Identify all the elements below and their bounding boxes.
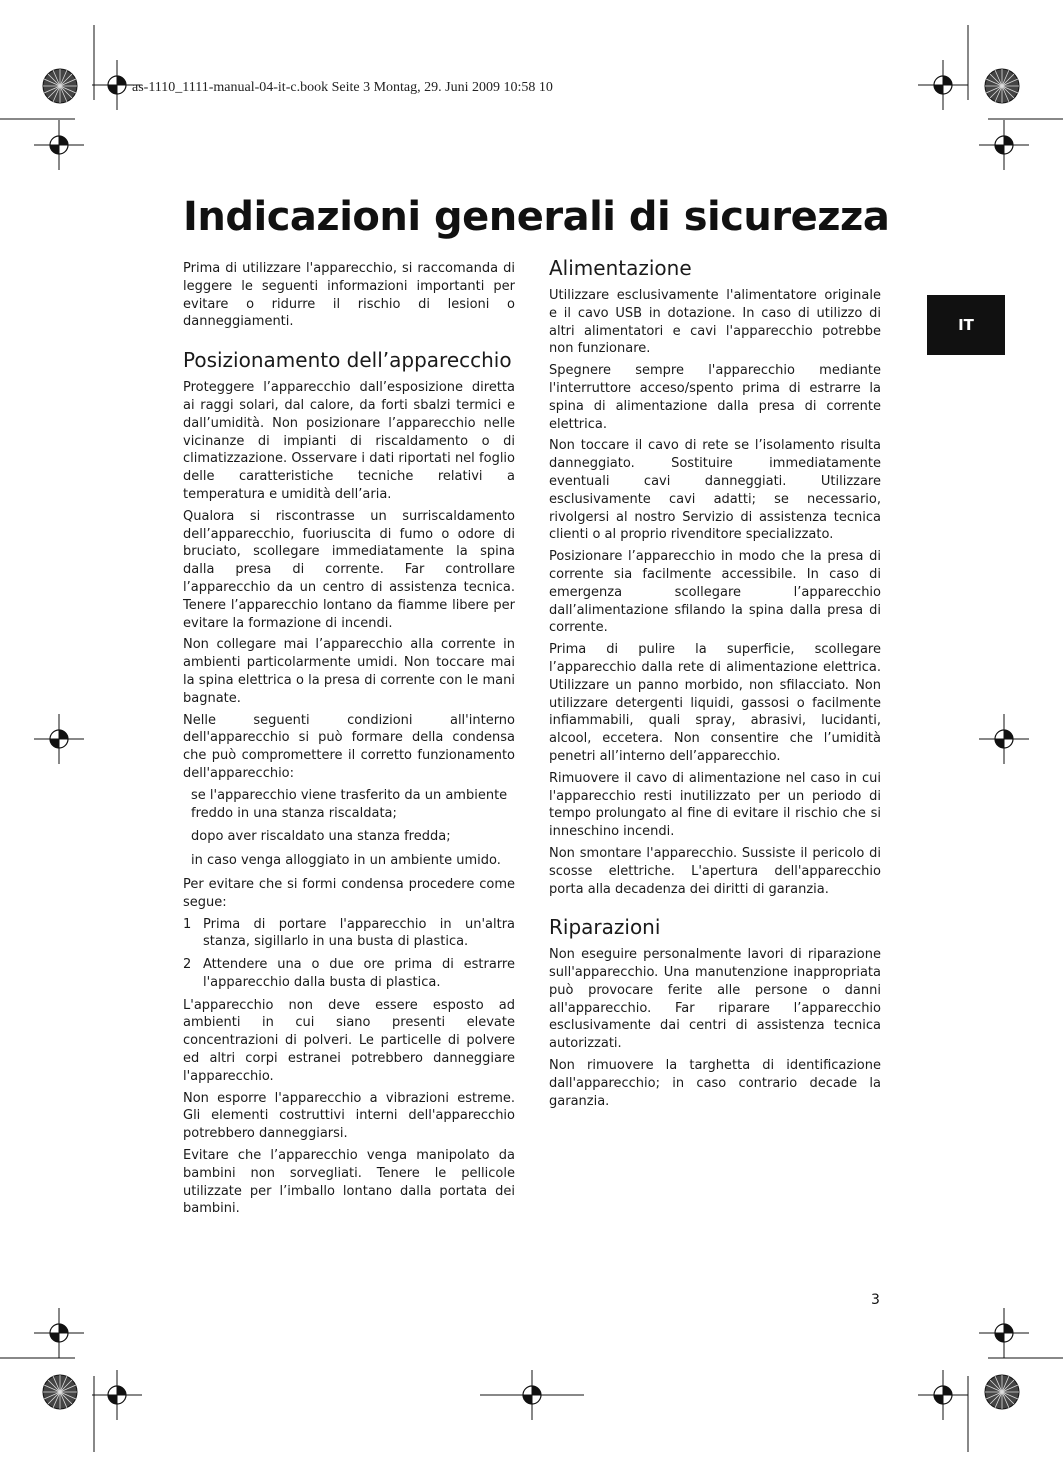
paragraph: Non esporre l'apparecchio a vibrazioni estreme. Gli elementi costruttivi interni dell'apparecchio potrebbero danneggiarsi.: [183, 1090, 515, 1142]
paragraph: Posizionare l’apparecchio in modo che la presa di corrente sia facilmente accessibile. In caso di emergenza scollegare l’apparecchio dall’alimentazione sfilando la spina dalla presa di corrente.: [549, 549, 881, 636]
registration-target-icon: [34, 120, 84, 170]
registration-target-icon: [34, 1308, 84, 1358]
page-number: 3: [871, 1292, 880, 1308]
paragraph: Proteggere l’apparecchio dall’esposizione diretta ai raggi solari, dal calore, da forti sbalzi termici e dall’umidità. Non posizionare l’apparecchio nelle vicinanze di impianti di riscaldamento o di climatizzazione. Osservare i dati riportati nel foglio delle caratteristiche tecniche relativi a temperatura e umidità dell’aria.: [183, 380, 515, 502]
registration-target-icon: [480, 1370, 584, 1420]
star-target-icon: [984, 1374, 1020, 1410]
list-item: dopo aver riscaldato una stanza fredda;: [191, 829, 451, 845]
paragraph: Non smontare l'apparecchio. Sussiste il pericolo di scosse elettriche. L'apertura dell'apparecchio porta alla decadenza dei diritti di garanzia.: [549, 845, 881, 897]
file-header: as-1110_1111-manual-04-it-c.book Seite 3 Montag, 29. Juni 2009 10:58 10: [132, 80, 553, 95]
registration-target-icon: [918, 60, 968, 110]
star-target-icon: [42, 68, 78, 104]
registration-target-icon: [918, 1370, 968, 1420]
paragraph: Non rimuovere la targhetta di identificazione dall'apparecchio; in caso contrario decade la garanzia.: [549, 1058, 881, 1109]
paragraph: Non collegare mai l’apparecchio alla corrente in ambienti particolarmente umidi. Non toccare mai la spina elettrica o la presa di corrente con le mani bagnate.: [183, 637, 515, 706]
paragraph: Utilizzare esclusivamente l'alimentatore originale e il cavo USB in dotazione. In caso di utilizzo di altri alimentatori e cavi l'apparecchio potrebbe non funzionare.: [549, 288, 881, 357]
page-title: Indicazioni generali di sicurezza: [183, 194, 890, 240]
step-text: Prima di portare l'apparecchio in un'altra stanza, sigillarlo in una busta di plastica.: [203, 916, 515, 950]
paragraph: Spegnere sempre l'apparecchio mediante l'interruttore acceso/spento prima di estrarre la spina di alimentazione dalla presa di corrente elettrica.: [549, 363, 881, 432]
registration-target-icon: [979, 120, 1029, 170]
paragraph: Non eseguire personalmente lavori di riparazione sull'apparecchio. Una manutenzione inappropriata può provocare ferite alle persone o danni all'apparecchio. Far riparare l’apparecchio esclusivamente dai centri di assistenza tecnica autorizzati.: [549, 947, 881, 1052]
paragraph: L'apparecchio non deve essere esposto ad ambienti in cui siano presenti elevate concentrazioni di polveri. Le particelle di polvere ed altri corpi estranei potrebbero danneggiare l'apparecchio.: [183, 997, 515, 1084]
section-title-repairs: Riparazioni: [549, 915, 661, 940]
paragraph: Qualora si riscontrasse un surriscaldamento dell’apparecchio, fuoriuscita di fumo o odore di bruciato, scollegare immediatamente la spina dalla presa di corrente. Far controllare l’apparecchio da un centro di assistenza tecnica. Tenere l’apparecchio lontano da fiamme libere per evitare la formazione di incendi.: [183, 508, 515, 631]
language-tab: IT: [927, 295, 1005, 355]
step-text: Attendere una o due ore prima di estrarre l'apparecchio dalla busta di plastica.: [203, 957, 515, 990]
step-item: [183, 956, 515, 992]
registration-target-icon: [979, 714, 1029, 764]
registration-target-icon: [34, 714, 84, 764]
registration-target-icon: [92, 1370, 142, 1420]
step-number: 2: [183, 957, 192, 973]
star-target-icon: [42, 1374, 78, 1410]
section-title-placement: Posizionamento dell’apparecchio: [183, 348, 512, 373]
section-title-power: Alimentazione: [549, 256, 692, 280]
step-number: 1: [183, 916, 192, 932]
steps-intro: Per evitare che si formi condensa procedere come segue:: [183, 876, 515, 910]
paragraph: Evitare che l’apparecchio venga manipolato da bambini non sorvegliati. Tenere le pellicole utilizzate per l’imballo lontano dalla portata dei bambini.: [183, 1148, 515, 1217]
star-target-icon: [984, 68, 1020, 104]
step-item: [183, 916, 515, 952]
list-item: se l'apparecchio viene trasferito da un ambiente freddo in una stanza riscaldata;: [191, 787, 508, 821]
paragraph: Rimuovere il cavo di alimentazione nel caso in cui l'apparecchio resti inutilizzato per un periodo di tempo prolungato al fine di evitare il rischio che si inneschino incendi.: [549, 770, 881, 840]
paragraph: Nelle seguenti condizioni all'interno dell'apparecchio si può formare della condensa che può compromettere il corretto funzionamento dell'apparecchio:: [183, 712, 515, 781]
paragraph: Prima di pulire la superficie, scollegare l’apparecchio dalla rete di alimentazione elettrica. Utilizzare un panno morbido, non sfilacciato. Non utilizzare detergenti liquidi, gassosi o facilmente infiammabili, quali spray, abrasivi, lucidanti, alcool, eccetera. Non consentire che l’umidità penetri all’interno dell’apparecchio.: [549, 642, 881, 764]
paragraph: Non toccare il cavo di rete se l’isolamento risulta danneggiato. Sostituire immediatamente eventuali cavi danneggiati. Utilizzare esclusivamente cavi adatti; se necessario, rivolgersi al nostro Servizio di assistenza tecnica clienti o al proprio rivenditore specializzato.: [549, 438, 881, 543]
intro-paragraph: Prima di utilizzare l'apparecchio, si raccomanda di leggere le seguenti informazioni importanti per evitare o ridurre il rischio di lesioni o danneggiamenti.: [183, 261, 515, 330]
list-item: in caso venga alloggiato in un ambiente umido.: [191, 853, 501, 869]
registration-target-icon: [979, 1308, 1029, 1358]
right-column: [549, 255, 881, 1114]
left-column: [183, 260, 515, 1222]
